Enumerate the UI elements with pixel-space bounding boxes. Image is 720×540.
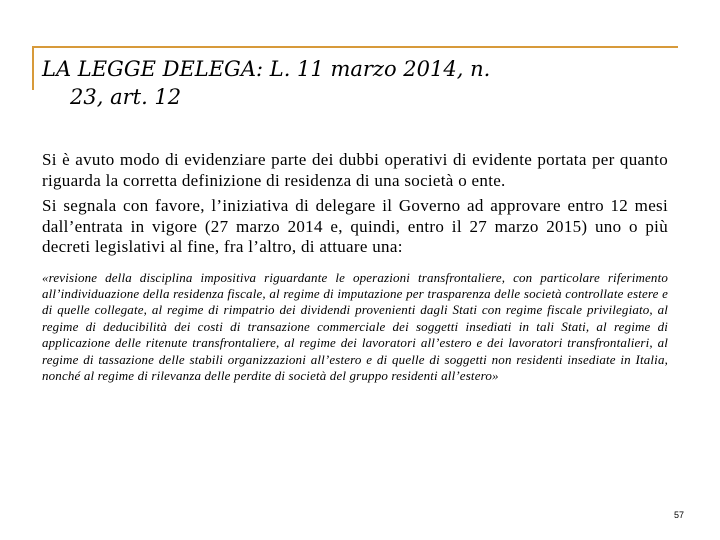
title-frame-top-rule — [32, 46, 678, 48]
body-paragraph-2: Si segnala con favore, l’iniziativa di delegare il Governo ad approvare entro 12 mesi dall’entrata in vigore (27 marzo 2014 e, quindi, entro il 27 marzo 2015) uno o più decreti legislativi al fine, fra l’altro, di attuare una: — [42, 196, 668, 256]
title-frame-left-rule — [32, 46, 34, 90]
slide-title — [42, 55, 662, 111]
slide-title-line-2: 23, art. 12 — [70, 85, 182, 109]
body-paragraph-1: Si è avuto modo di evidenziare parte dei dubbi operativi di evidente portata per quanto riguarda la corretta definizione di residenza di una società o ente. — [42, 150, 668, 190]
slide-title-line-1: LA LEGGE DELEGA: L. 11 marzo 2014, n. — [42, 57, 491, 81]
slide-body — [42, 150, 668, 384]
law-quotation: «revisione della disciplina impositiva riguardante le operazioni transfrontaliere, con particolare riferimento all’individuazione della residenza fiscale, al regime di imputazione per trasparenza delle società controllate estere e di quelle collegate, al regime di rimpatrio dei dividendi provenienti dagli Stati con regime fiscale privilegiato, al regime di deducibilità dei costi di transazione commerciale dei soggetti insediati in tali Stati, al regime di applicazione delle ritenute transfrontaliere, al regime dei lavoratori all’estero e dei lavoratori transfrontalieri, al regime di tassazione delle stabili organizzazioni all’estero e di quelle di soggetti non residenti insediate in Italia, nonché al regime di rilevanza delle perdite di società del gruppo residenti all’estero» — [42, 269, 668, 383]
page-number: 57 — [673, 510, 684, 520]
